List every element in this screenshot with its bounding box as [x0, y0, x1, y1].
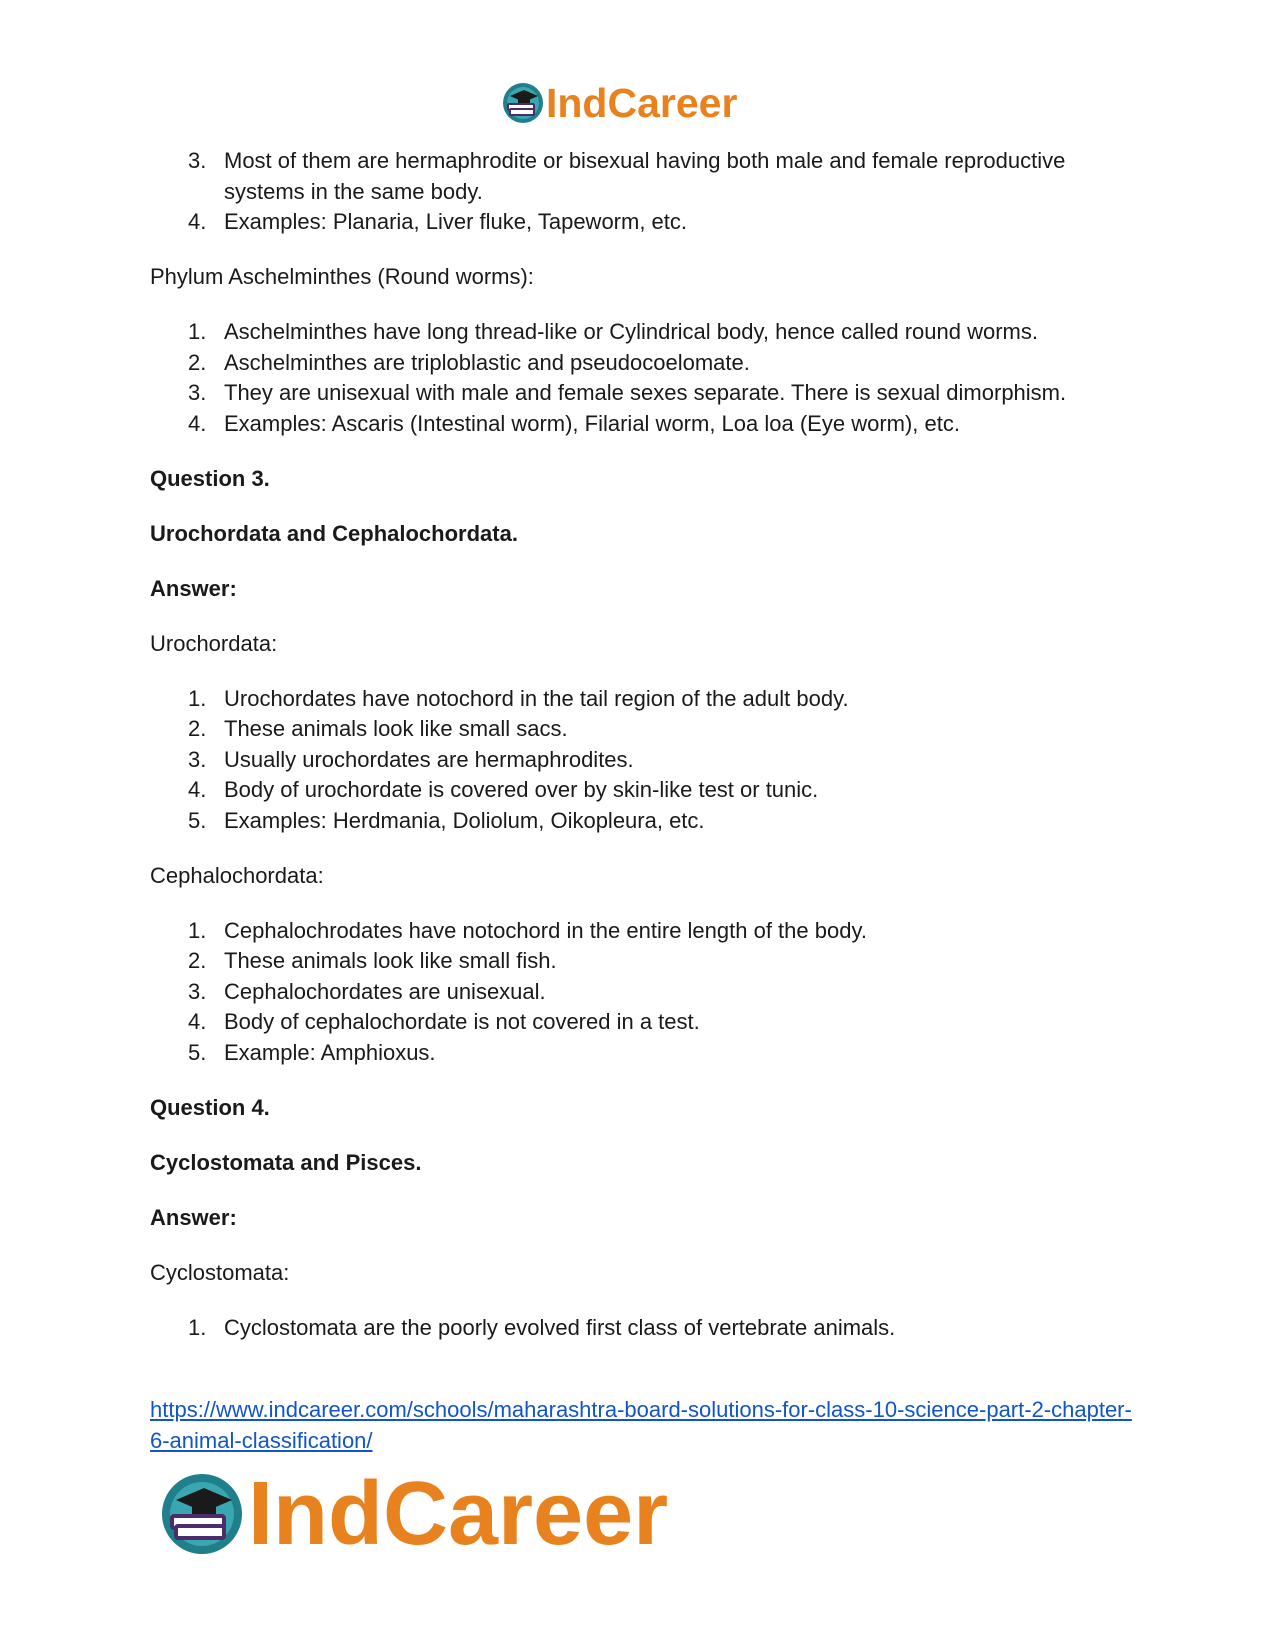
list-item: 3. Cephalochordates are unisexual.	[188, 978, 546, 1004]
list-item: 2. Aschelminthes are triploblastic and pseudocoelomate.	[188, 349, 750, 375]
document-body	[150, 146, 1140, 1456]
list-item: 2. These animals look like small fish.	[188, 948, 557, 973]
urochordata-list	[150, 684, 1140, 837]
graduate-book-icon	[160, 1472, 244, 1556]
source-link[interactable]: https://www.indcareer.com/schools/maharashtra-board-solutions-for-class-10-science-part-2-chapter-6-animal-classification/	[150, 1397, 1132, 1453]
list-item: 3. They are unisexual with male and female sexes separate. There is sexual dimorphism.	[188, 380, 1067, 405]
footer-logo	[160, 1464, 669, 1564]
list-item: 4. Examples: Ascaris (Intestinal worm), Filarial worm, Loa loa (Eye worm), etc.	[188, 410, 960, 436]
list-item: 5. Examples: Herdmania, Doliolum, Oikopleura, etc.	[188, 807, 705, 833]
list-item: 3. Usually urochordates are hermaphrodites.	[188, 746, 634, 772]
question-4-title: Cyclostomata and Pisces.	[150, 1149, 422, 1175]
graduate-book-icon	[502, 82, 544, 124]
list-item: 2. These animals look like small sacs.	[188, 716, 568, 741]
list-item: 4. Body of urochordate is covered over by skin-like test or tunic.	[188, 777, 819, 802]
list-item: 3. Most of them are hermaphrodite or bisexual having both male and female reproductive systems in the same body.	[188, 148, 1066, 204]
question-4-answer-label: Answer:	[150, 1204, 237, 1230]
list-item: 1. Cyclostomata are the poorly evolved first class of vertebrate animals.	[188, 1314, 896, 1340]
list-item: 5. Example: Amphioxus.	[188, 1039, 436, 1065]
brand-name: IndCareer	[248, 1464, 669, 1564]
aschelminthes-heading: Phylum Aschelminthes (Round worms):	[150, 264, 534, 289]
aschelminthes-list	[150, 317, 1140, 439]
question-3-answer-label: Answer:	[150, 575, 237, 601]
list-item: 1. Cephalochrodates have notochord in the entire length of the body.	[188, 917, 867, 943]
list-item: 1. Urochordates have notochord in the tail region of the adult body.	[188, 685, 849, 711]
cephalochordata-heading: Cephalochordata:	[150, 862, 324, 888]
cephalochordata-list	[150, 916, 1140, 1069]
urochordata-heading: Urochordata:	[150, 630, 278, 656]
list-item: 4. Examples: Planaria, Liver fluke, Tapeworm, etc.	[188, 209, 688, 234]
question-3-label: Question 3.	[150, 465, 270, 491]
flatworm-list-continued	[150, 146, 1140, 238]
question-3-title: Urochordata and Cephalochordata.	[150, 520, 518, 546]
header-logo	[502, 79, 738, 126]
question-4-label: Question 4.	[150, 1094, 270, 1120]
cyclostomata-heading: Cyclostomata:	[150, 1259, 290, 1285]
cyclostomata-list	[150, 1313, 1140, 1344]
brand-name: IndCareer	[546, 79, 738, 126]
list-item: 1. Aschelminthes have long thread-like or Cylindrical body, hence called round worms.	[188, 319, 1038, 344]
list-item: 4. Body of cephalochordate is not covered in a test.	[188, 1009, 700, 1034]
